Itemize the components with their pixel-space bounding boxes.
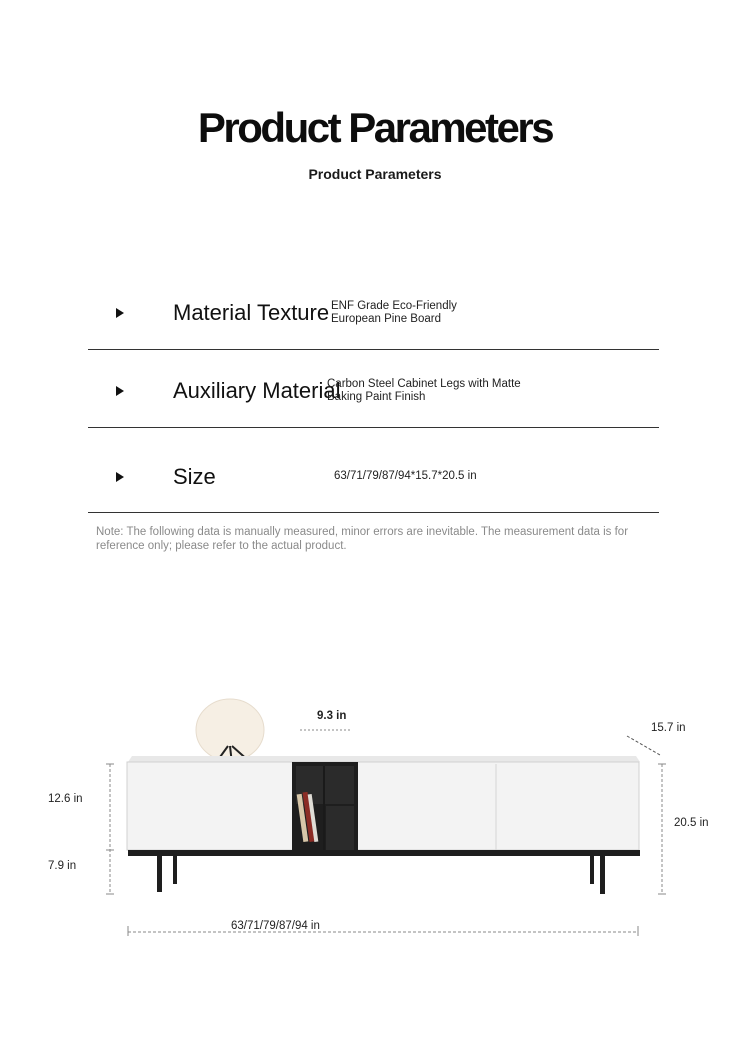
divider <box>88 512 659 513</box>
depth-label: 15.7 in <box>651 722 686 734</box>
measurement-note: Note: The following data is manually measured, minor errors are inevitable. The measurement data is for reference only; please refer to the actual product. <box>96 526 629 552</box>
param-row-material-texture <box>88 296 659 336</box>
param-label: Size <box>173 464 216 489</box>
tv-cabinet-illustration <box>0 680 750 960</box>
lamp-image <box>196 699 264 764</box>
page-title: Product Parameters <box>197 104 553 151</box>
shelf-width-label: 9.3 in <box>317 710 347 722</box>
base-frame <box>128 850 640 856</box>
divider <box>88 427 659 428</box>
param-value: 63/71/79/87/94*15.7*20.5 in <box>334 470 477 482</box>
cabinet-height-label: 12.6 in <box>48 793 83 805</box>
param-label: Auxiliary Material <box>173 378 341 403</box>
param-row-auxiliary-material <box>88 374 659 414</box>
length-label: 63/71/79/87/94 in <box>231 920 320 932</box>
param-row-size <box>88 460 659 500</box>
triangle-right-icon <box>116 308 124 318</box>
triangle-right-icon <box>116 472 124 482</box>
cabinet-body <box>127 762 639 850</box>
divider <box>88 349 659 350</box>
param-value: ENF Grade Eco-Friendly European Pine Board <box>331 300 457 325</box>
triangle-right-icon <box>116 386 124 396</box>
total-height-label: 20.5 in <box>674 817 709 829</box>
page-subtitle: Product Parameters <box>308 166 442 182</box>
param-label: Material Texture <box>173 300 330 325</box>
leg-height-label: 7.9 in <box>48 860 77 872</box>
param-value: Carbon Steel Cabinet Legs with Matte Baking Paint Finish <box>327 378 521 403</box>
